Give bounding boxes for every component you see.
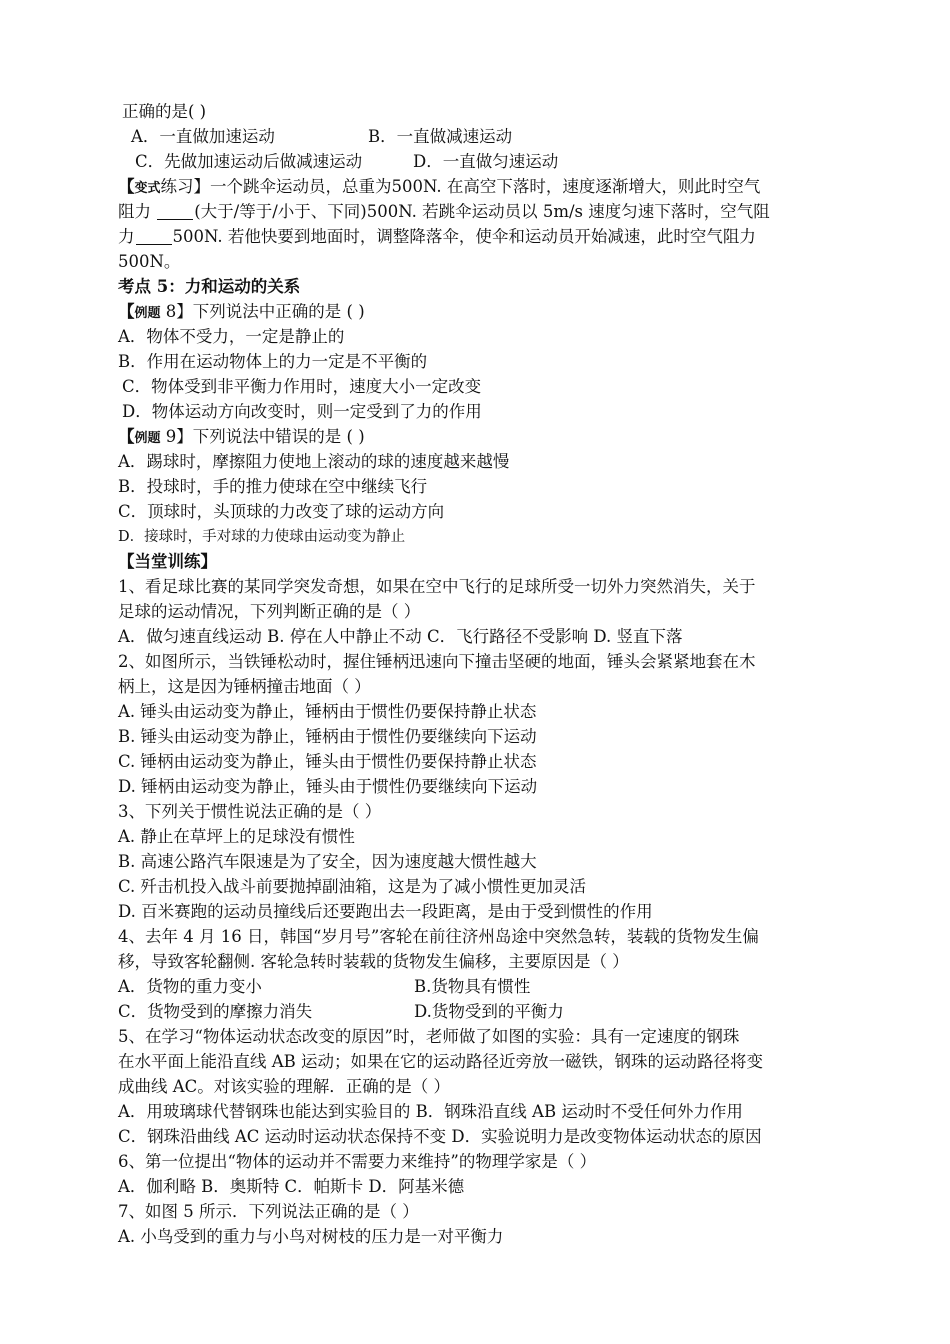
text-line: 阻力 (大于/等于/小于、下同)500N. 若跳伞运动员以 5m/s 速度匀速下落时，空气阻	[118, 202, 770, 221]
answer-blank[interactable]	[136, 228, 172, 245]
option-b: B．投球时，手的推力使球在空中继续飞行	[118, 477, 428, 496]
option-a: A．一直做加速运动	[131, 127, 275, 146]
option-b: B．一直做减速运动	[368, 127, 513, 146]
option-a: A. 小鸟受到的重力与小鸟对树枝的压力是一对平衡力	[118, 1227, 504, 1246]
options-row: A．伽利略 B．奥斯特 C．帕斯卡 D．阿基米德	[118, 1177, 465, 1196]
answer-blank[interactable]	[157, 203, 193, 220]
option-c: C. 歼击机投入战斗前要抛掉副油箱，这是为了减小惯性更加灵活	[118, 877, 587, 896]
option-d: D. 百米赛跑的运动员撞线后还要跑出去一段距离，是由于受到惯性的作用	[118, 902, 653, 921]
option-c: C．顶球时，头顶球的力改变了球的运动方向	[118, 502, 445, 521]
section-heading: 考点 5：力和运动的关系	[118, 277, 301, 296]
question-1: 1、看足球比赛的某同学突发奇想，如果在空中飞行的足球所受一切外力突然消失，关于	[118, 577, 756, 596]
option-d: D．物体运动方向改变时，则一定受到了力的作用	[122, 402, 482, 421]
options-row: A．用玻璃球代替钢珠也能达到实验目的 B．钢珠沿直线 AB 运动时不受任何外力作用	[118, 1102, 743, 1121]
option-b: B.货物具有惯性	[414, 977, 531, 996]
option-d: D．接球时，手对球的力使球由运动变为静止	[118, 529, 406, 545]
option-c: C．物体受到非平衡力作用时，速度大小一定改变	[122, 377, 482, 396]
example-8: 【例题 8】下列说法中正确的是 ( )	[118, 302, 365, 321]
option-a: A．踢球时，摩擦阻力使地上滚动的球的速度越来越慢	[118, 452, 510, 471]
question-4: 4、去年 4 月 16 日，韩国“岁月号”客轮在前往济州岛途中突然急转，装载的货物发生偏	[118, 927, 759, 946]
example-9: 【例题 9】下列说法中错误的是 ( )	[118, 427, 365, 446]
variant-exercise: 【变式练习】一个跳伞运动员，总重为500N. 在高空下落时，速度逐渐增大，则此时空气	[118, 177, 761, 196]
question-2: 2、如图所示，当铁锤松动时，握住锤柄迅速向下撞击坚硬的地面，锤头会紧紧地套在木	[118, 652, 756, 671]
question-3: 3、下列关于惯性说法正确的是（ ）	[118, 802, 382, 821]
text-line: 足球的运动情况，下列判断正确的是（ ）	[118, 602, 421, 621]
option-d: D．一直做匀速运动	[413, 152, 559, 171]
option-a: A．货物的重力变小	[118, 977, 262, 996]
option-b: B. 高速公路汽车限速是为了安全，因为速度越大惯性越大	[118, 852, 537, 871]
text-line: 在水平面上能沿直线 AB 运动；如果在它的运动路径近旁放一磁铁，钢珠的运动路径将变	[118, 1052, 764, 1071]
text-line: 正确的是( )	[122, 102, 207, 121]
text-line: 移，导致客轮翻侧. 客轮急转时装载的货物发生偏移，主要原因是（ ）	[118, 952, 629, 971]
option-a: A．物体不受力，一定是静止的	[118, 327, 345, 346]
options-row: C．钢珠沿曲线 AC 运动时运动状态保持不变 D．实验说明力是改变物体运动状态的原因	[118, 1127, 762, 1146]
section-heading: 【当堂训练】	[118, 552, 217, 571]
option-c: C．先做加速运动后做减速运动	[135, 152, 363, 171]
option-b: B．作用在运动物体上的力一定是不平衡的	[118, 352, 428, 371]
question-7: 7、如图 5 所示．下列说法正确的是（ ）	[118, 1202, 419, 1221]
text-line: 力 500N. 若他快要到地面时，调整降落伞，使伞和运动员开始减速，此时空气阻力	[118, 227, 756, 246]
option-a: A. 锤头由运动变为静止，锤柄由于惯性仍要保持静止状态	[118, 702, 537, 721]
option-d: D. 锤柄由运动变为静止，锤头由于惯性仍要继续向下运动	[118, 777, 538, 796]
text-line: 成曲线 AC。对该实验的理解．正确的是（ ）	[118, 1077, 451, 1096]
text-line: 柄上，这是因为锤柄撞击地面（ ）	[118, 677, 371, 696]
option-a: A. 静止在草坪上的足球没有惯性	[118, 827, 355, 846]
question-6: 6、第一位提出“物体的运动并不需要力来维持”的物理学家是（ ）	[118, 1152, 597, 1171]
option-d: D.货物受到的平衡力	[414, 1002, 564, 1021]
options-row: A．做匀速直线运动 B. 停在人中静止不动 C．飞行路径不受影响 D. 竖直下落	[118, 627, 683, 646]
option-c: C. 锤柄由运动变为静止，锤头由于惯性仍要保持静止状态	[118, 752, 537, 771]
option-b: B. 锤头由运动变为静止，锤柄由于惯性仍要继续向下运动	[118, 727, 537, 746]
text-line: 500N。	[118, 252, 181, 271]
question-5: 5、在学习“物体运动状态改变的原因”时，老师做了如图的实验：具有一定速度的钢珠	[118, 1027, 740, 1046]
option-c: C．货物受到的摩擦力消失	[118, 1002, 313, 1021]
